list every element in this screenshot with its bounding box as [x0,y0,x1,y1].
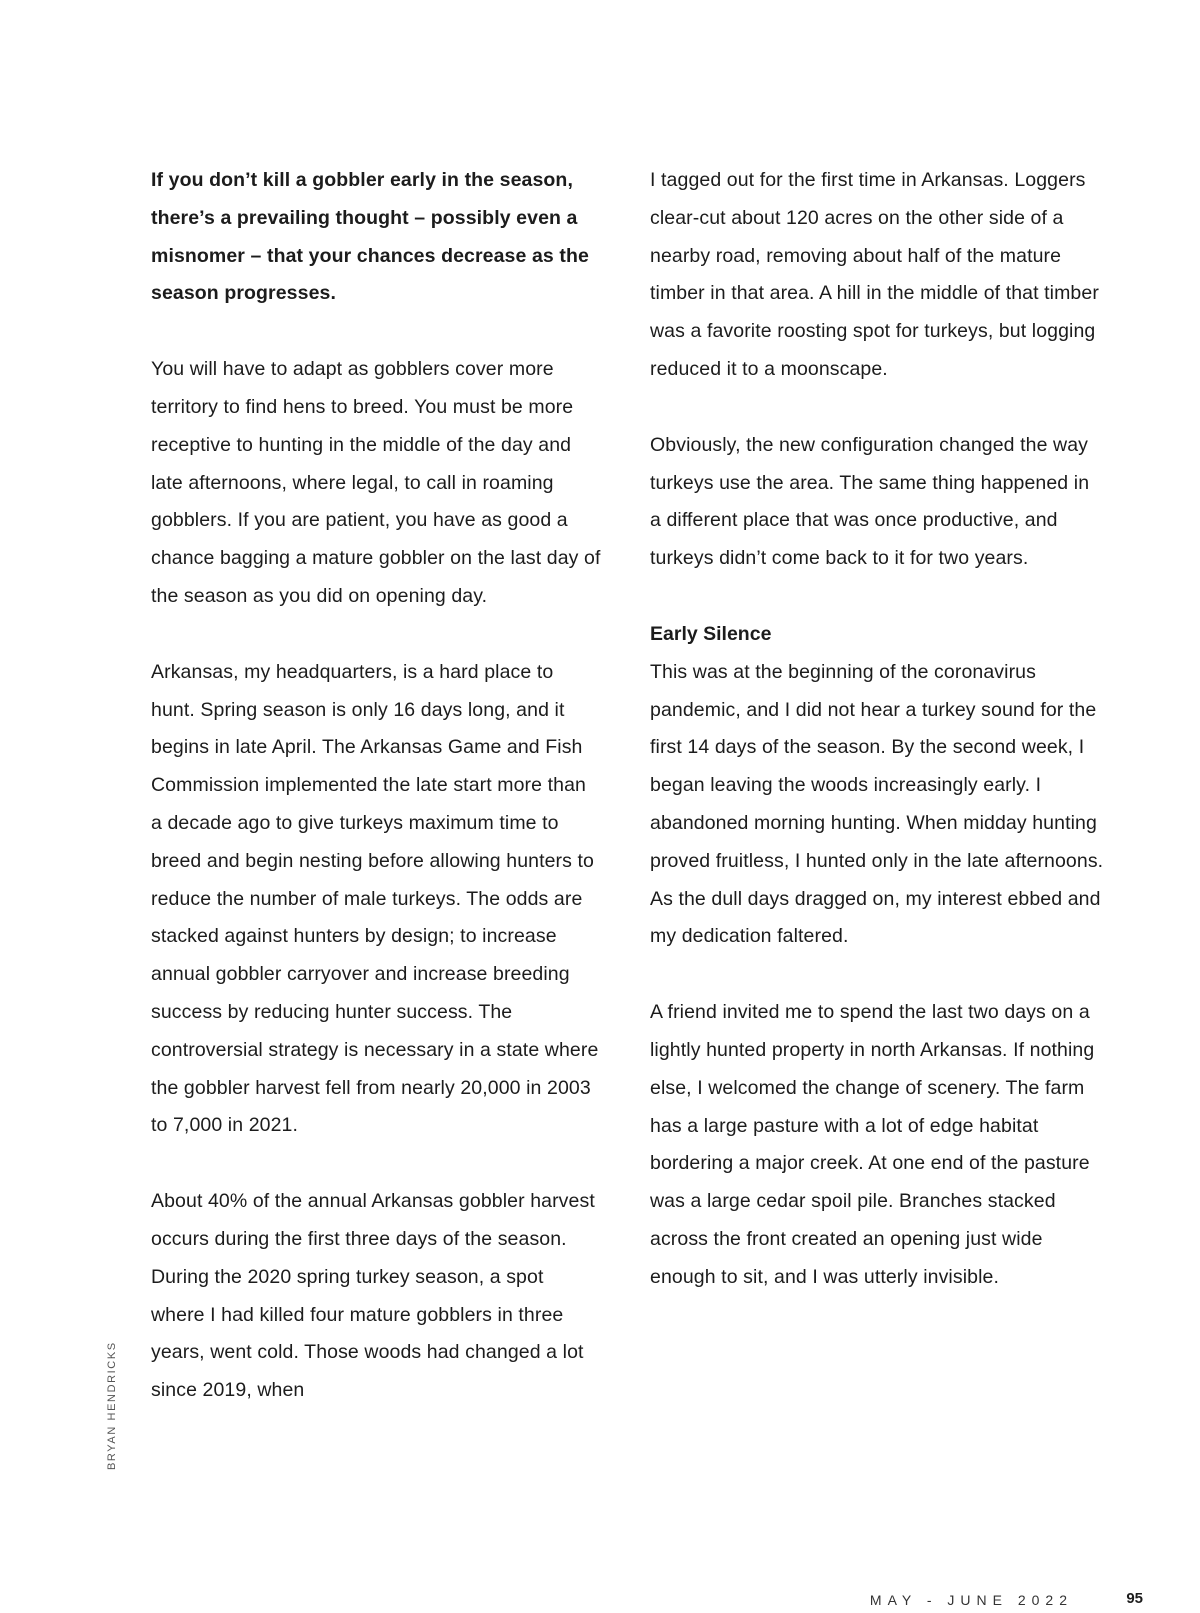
article-lead: If you don’t kill a gobbler early in the season, there’s a prevailing thought – possibly even a misnomer – that your chances decrease as the season progresses. [151,169,589,305]
section-subhead: Early Silence [650,622,772,645]
article-paragraph: This was at the beginning of the coronavirus pandemic, and I did not hear a turkey sound for the first 14 days of the season. By the second week, I began leaving the woods increasingly early. I abandoned morning hunting. When midday hunting proved fruitless, I hunted only in the late afternoons. As the dull days dragged on, my interest ebbed and my dedication faltered. [650,660,1104,948]
article-paragraph: I tagged out for the first time in Arkansas. Loggers clear-cut about 120 acres on the other side of a nearby road, removing about half of the mature timber in that area. A hill in the middle of that timber was a favorite roosting spot for turkeys, but logging reduced it to a moonscape. [650,169,1099,380]
footer-issue-date: MAY - JUNE 2022 [869,1592,1073,1608]
page-number: 95 [1126,1590,1143,1607]
article-paragraph: About 40% of the annual Arkansas gobbler harvest occurs during the first three days of the season. During the 2020 spring turkey season, a spot where I had killed four mature gobblers in three years, went cold. Those woods had changed a lot since 2019, when [151,1190,595,1402]
article-paragraph: Obviously, the new configuration changed the way turkeys use the area. The same thing happened in a different place that was once productive, and turkeys didn’t come back to it for two years. [650,433,1090,570]
right-column [650,162,1105,1335]
article-paragraph: A friend invited me to spend the last two days on a lightly hunted property in north Arkansas. If nothing else, I welcomed the change of scenery. The farm has a large pasture with a lot of edge habitat bordering a major creek. At one end of the pasture was a large cedar spoil pile. Branches stacked across the front created an opening just wide enough to sit, and I was utterly invisible. [650,1001,1095,1288]
article-paragraph: Arkansas, my headquarters, is a hard place to hunt. Spring season is only 16 days long, and it begins in late April. The Arkansas Game and Fish Commission implemented the late start more than a decade ago to give turkeys maximum time to breed and begin nesting before allowing hunters to reduce the number of male turkeys. The odds are stacked against hunters by design; to increase annual gobbler carryover and increase breeding success by reducing hunter success. The controversial strategy is necessary in a state where the gobbler harvest fell from nearly 20,000 in 2003 to 7,000 in 2021. [151,660,599,1137]
photo-credit: BRYAN HENDRICKS [106,1341,118,1470]
left-column [151,162,601,1448]
article-paragraph: You will have to adapt as gobblers cover more territory to find hens to breed. You must be more receptive to hunting in the middle of the day and late afternoons, where legal, to call in roaming gobblers. If you are patient, you have as good a chance bagging a mature gobbler on the last day of the season as you did on opening day. [151,358,601,607]
